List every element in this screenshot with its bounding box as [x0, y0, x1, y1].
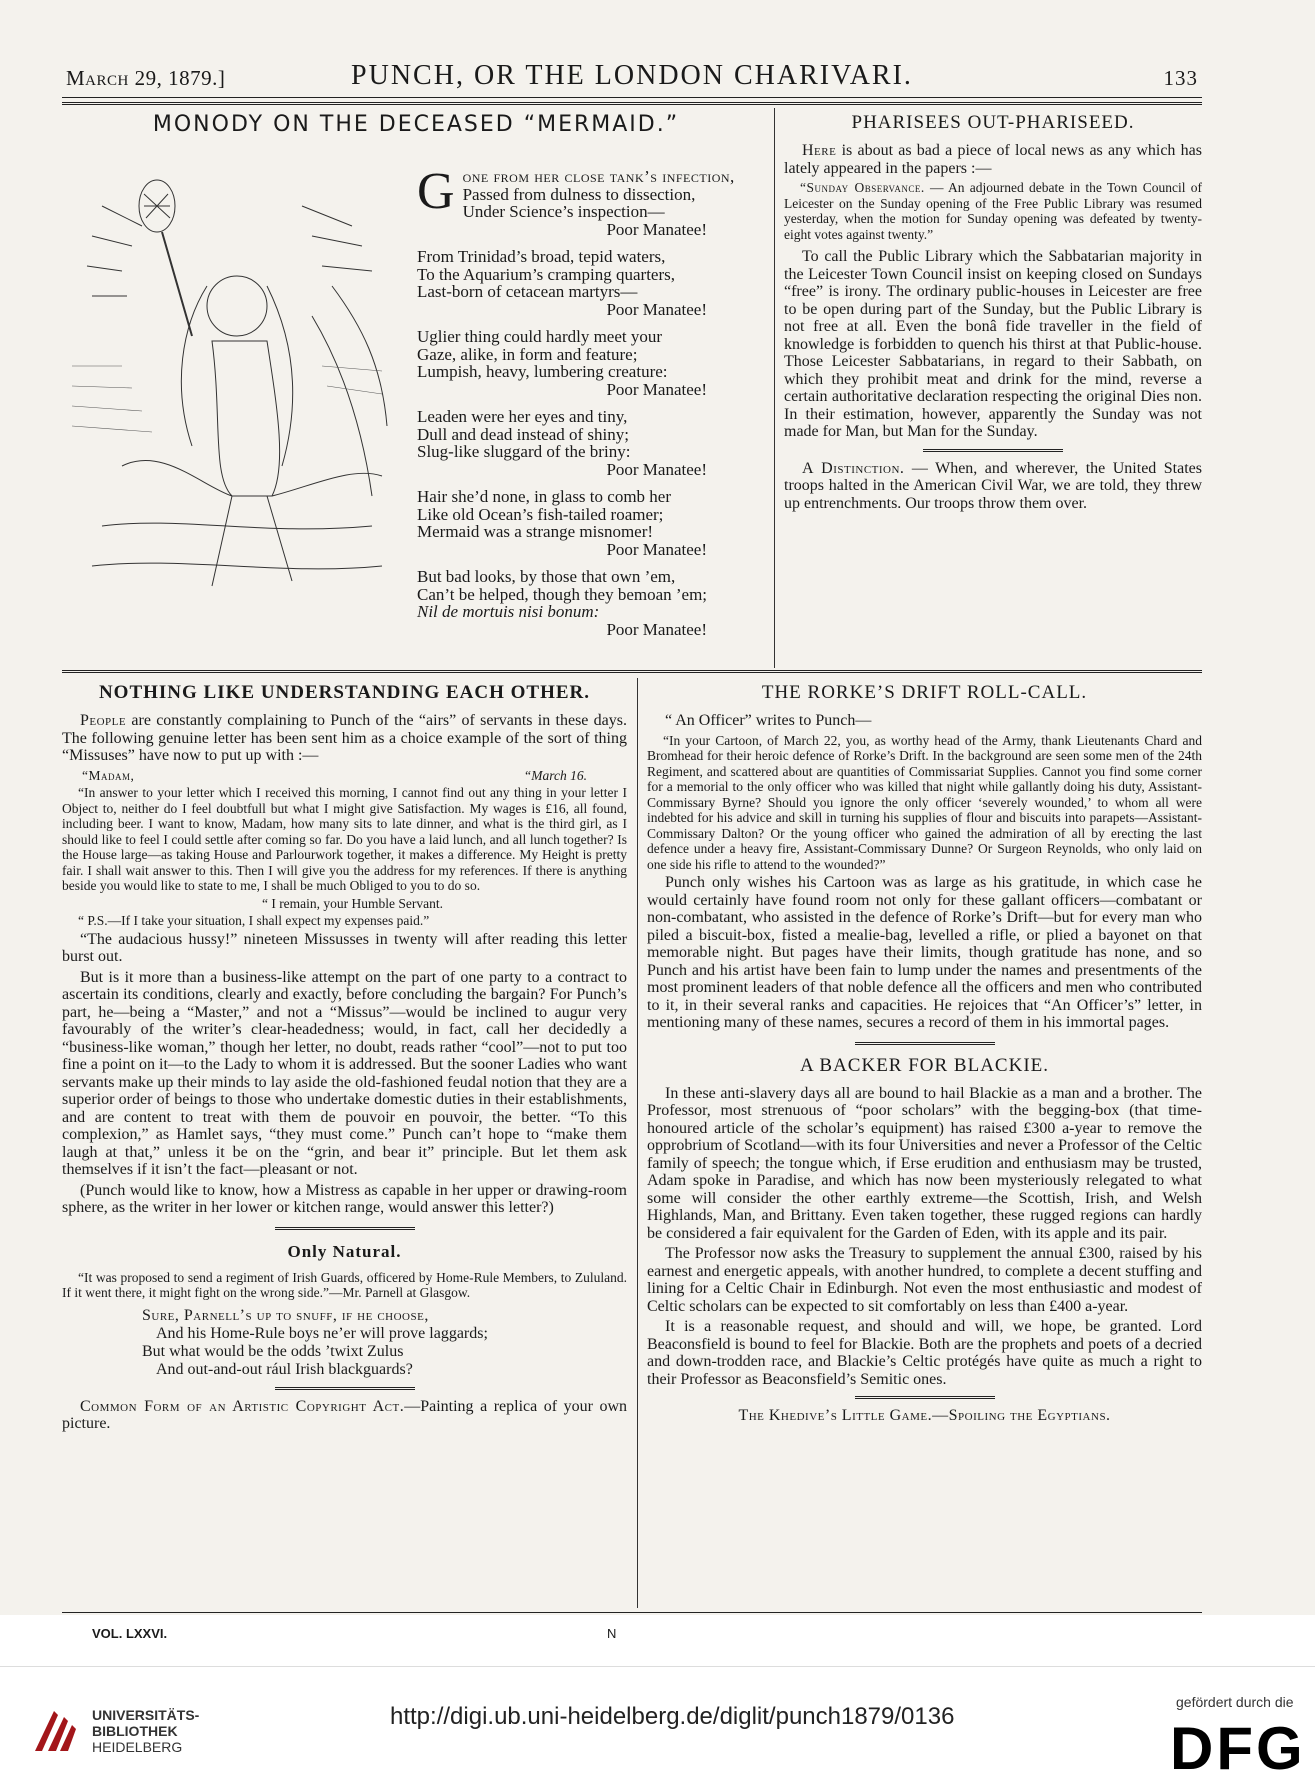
- poem-line: From Trinidad’s broad, tepid waters,: [417, 247, 666, 266]
- verse-line: But what would be the odds ’twixt Zulus: [142, 1342, 404, 1360]
- poem-refrain: Poor Manatee!: [606, 539, 707, 559]
- poem-line: But bad looks, by those that own ’em,: [417, 567, 676, 586]
- section-divider: [855, 1396, 995, 1399]
- poem-line: one from her close tank’s infection,: [462, 167, 735, 186]
- nothing-like-p3: (Punch would like to know, how a Mistress as capable in her upper or drawing-room sphere, as the writer in her lower or kitchen range, would answer this letter?): [62, 1181, 627, 1216]
- backer-p2: The Professor now asks the Treasury to supplement the annual £300, raised by his earnest and energetic appeals, with another hundred, to complete a decent stuffing and lining for a Celtic Chair in Edinburgh. Not even the most enthusiastic and modest of Celtic scholars can be expected to sit comfortably on less than £400 a-year.: [647, 1245, 1202, 1315]
- university-name: [92, 1707, 199, 1755]
- poem-refrain: Poor Manatee!: [606, 619, 707, 639]
- only-natural-quote: “It was proposed to send a regiment of Irish Guards, officered by Home-Rule Members, to Zululand. If it went there, it might fight on the wrong side.”—Mr. Parnell at Glasgow.: [62, 1269, 627, 1300]
- pharisees-intro: is about as bad a piece of local news as any which has lately appeared in the papers :—: [784, 142, 1202, 177]
- poem-line: Slug-like sluggard of the briny:: [417, 442, 631, 461]
- verse-line: And his Home-Rule boys ne’er will prove laggards;: [156, 1324, 488, 1342]
- poem-line: Mermaid was a strange misnomer!: [417, 522, 654, 541]
- nothing-like-title: NOTHING LIKE UNDERSTANDING EACH OTHER.: [98, 682, 591, 703]
- monody-poem: [417, 163, 767, 648]
- rorke-section: [647, 682, 1202, 1608]
- only-natural-title: Only Natural.: [287, 1241, 402, 1261]
- nothing-like-p2: But is it more than a business-like attempt on the part of one party to a contract to ascertain its conditions, clearly and exactly, before concluding the bargain? For Punch’s part, he—being a “Master,” and not a “Missus”—would be inclined to augur very favourably of the writer’s clear-headedness; would, in fact, call her decidedly a “business-like woman,” though her letter, no doubt, reads rather “cool”—not to put too fine a point on it—to the Lady to whom it is addressed. But the sooner Ladies who want servants make up their minds to lay aside the old-fashioned feudal notion that they are a superior order of beings to those who undertake domestic duties in their establishments, and are content to treat with them de pouvoir en pouvoir, the better. “To this complexion,” as Hamlet says, “they must come.” Punch can’t hope to “make them laugh at that,” unless it be on the “grin, and bear it” principle. But let them ask themselves if it isn’t the fact—pleasant or not.: [62, 968, 627, 1178]
- page-footer: [62, 1620, 1202, 1646]
- distinction-text: — When, and wherever, the United States troops halted in the American Civil War, we are told, they threw up entrenchments. Our troops throw them over.: [784, 459, 1202, 512]
- poem-stanza: [417, 248, 767, 318]
- monody-section: [62, 108, 770, 668]
- poem-line: Like old Ocean’s fish-tailed roamer;: [417, 504, 664, 524]
- pharisees-title: PHARISEES OUT-PHARISEED.: [851, 112, 1135, 133]
- page-number: 133: [1163, 66, 1198, 90]
- poem-line: Gaze, alike, in form and feature;: [417, 344, 638, 364]
- punch-page: [62, 48, 1202, 1608]
- dfg-label: gefördert durch die: [1176, 1694, 1294, 1710]
- poem-refrain: Poor Manatee!: [606, 459, 707, 479]
- issue-date: March 29, 1879.]: [66, 66, 226, 90]
- poem-line: Last-born of cetacean martyrs—: [417, 282, 638, 301]
- letter-closing: “ I remain, your Humble Servant.: [261, 895, 444, 911]
- poem-stanza: [417, 408, 767, 478]
- nothing-like-section: [62, 682, 627, 1608]
- monody-title: MONODY ON THE DECEASED “MERMAID.”: [152, 112, 680, 137]
- poem-line: Passed from dulness to dissection,: [462, 184, 696, 204]
- poem-refrain: Poor Manatee!: [606, 299, 707, 319]
- section-divider: [855, 1042, 995, 1045]
- verse-line: Sure, Parnell’s up to snuff, if he choose,: [142, 1306, 429, 1324]
- dfg-logo: DFG: [1170, 1715, 1306, 1782]
- intro-word: People: [80, 712, 127, 729]
- pharisees-quote: — An adjourned debate in the Town Council of Leicester on the Sunday opening of the Free Public Library was resumed yesterday, when the motion for Sunday opening was defeated by twenty-eight votes against twenty.”: [784, 180, 1202, 242]
- head-double-rule: [62, 102, 1202, 105]
- copyright-text: —Painting a replica of your own picture.: [62, 1397, 627, 1432]
- section-divider: [275, 1227, 415, 1230]
- poem-line: Nil de mortuis nisi bonum:: [417, 602, 600, 621]
- distinction-heading: A Distinction.: [802, 459, 905, 477]
- rorke-title: THE RORKE’S DRIFT ROLL-CALL.: [761, 682, 1088, 703]
- poem-stanza: [417, 163, 767, 239]
- poem-refrain: Poor Manatee!: [606, 379, 707, 399]
- mid-double-rule: [62, 670, 1202, 673]
- backer-p3: It is a reasonable request, and should and will, we hope, be granted. Lord Beaconsfield is bound to feel for Blackie. Both are the prophets and poets of a decried and down-trodden race, and Blackie’s Celtic protégés have quite as much a right to their Professor as Beaconsfield’s Semitic ones.: [647, 1318, 1202, 1388]
- poem-stanza: [417, 488, 767, 558]
- intro-word: Here: [802, 142, 837, 159]
- poem-line: Uglier thing could hardly meet your: [417, 327, 663, 346]
- rorke-body: Punch only wishes his Cartoon was as large as his gratitude, in which case he would certainly have found room not only for these gallant officers—combatant or non-combatant, who assisted in the defence of Rorke’s Drift—but for every man who piled a biscuit-box, fisted a mealie-bag, levelled a rifle, or plied a bayonet on that memorable night. But pages have their limits, though gratitude has none, and so Punch and his artist have been fain to lump under the names and presentments of the most prominent leaders of that noble defence all the officers and men who contributed to it, in their several ranks and capacities. He rejoices that “An Officer’s” letter, in mentioning many of these names, secures a record of them in his immortal pages.: [647, 874, 1202, 1031]
- nothing-like-p1: “The audacious hussy!” nineteen Missusses in twenty will after reading this letter burst out.: [62, 930, 627, 965]
- head-rule: [62, 97, 1202, 98]
- poem-stanza: [417, 568, 767, 638]
- letter-date: “March 16.: [523, 767, 587, 783]
- servant-letter: “In answer to your letter which I received this morning, I cannot find out any thing in your letter I Object to, neither do I feel doubtfull but what I might give Satisfaction. My wages is £16, all found, including beer. I want to know, Madam, how many sits to late dinner, and what is the third girl, as I should like to feel I could settle after coming so far. Do you have a laid lunch, and all lunch together? Is the House large—as taking House and Parlourwork together, it makes a difference. My Height is pretty fair. I shall wait answer to this. Then I will give you the address for my references. If there is anything beside you would like to state to me, I shall be much Obliged to you to do so.: [62, 785, 627, 893]
- foot-rule: [62, 1612, 1202, 1613]
- poem-refrain: Poor Manatee!: [606, 219, 707, 239]
- drop-cap: G: [417, 163, 455, 220]
- mermaid-illustration: [62, 166, 392, 616]
- column-rule: [774, 108, 775, 668]
- backer-p1: In these anti-slavery days all are bound to hail Blackie as a man and a brother. The Professor, most strenuous of “poor scholars” with the begging-box (that time-honoured article of the scholar’s equipment) has raised £300 a-year to remove the opprobrium of Scotland—with its four Universities and never a Professor of the Celtic family of speech; the tongue which, if Erse erudition and enthusiasm may be trusted, Adam spoke in Paradise, and which has now been mysteriously relegated to what some will consider the other earthly extreme—the Scottish, Irish, and Welsh Highlands, Man, and Brittany. Even taken together, these rugged regions can hardly be considered a fair equivalent for the Garden of Eden, with its apple and its pair.: [647, 1084, 1202, 1242]
- khedive-joke: The Khedive’s Little Game.—Spoiling the Egyptians.: [738, 1407, 1111, 1424]
- letter-postscript: “ P.S.—If I take your situation, I shall expect my expenses paid.”: [78, 913, 430, 928]
- poem-line: Leaden were her eyes and tiny,: [417, 407, 628, 426]
- poem-line: Under Science’s inspection—: [462, 202, 665, 221]
- signature-mark: N: [607, 1626, 617, 1641]
- poem-stanza: [417, 328, 767, 398]
- letter-salutation: “Madam,: [82, 767, 135, 783]
- poem-line: Lumpish, heavy, lumbering creature:: [417, 362, 668, 381]
- university-logo-icon: [30, 1705, 80, 1757]
- volume-label: VOL. LXXVI.: [92, 1626, 168, 1641]
- only-natural-verse: [62, 1307, 627, 1379]
- poem-line: Can’t be helped, though they bemoan ’em;: [417, 584, 708, 604]
- poem-line: Hair she’d none, in glass to comb her: [417, 487, 671, 506]
- running-head: [62, 60, 1202, 96]
- university-line: UNIVERSITÄTS-: [92, 1707, 200, 1723]
- backer-title: A BACKER FOR BLACKIE.: [799, 1054, 1050, 1076]
- verse-line: And out-and-out rául Irish blackguards?: [156, 1360, 413, 1378]
- masthead-title: PUNCH, OR THE LONDON CHARIVARI.: [351, 60, 913, 91]
- section-divider: [275, 1387, 415, 1390]
- pharisees-section: [784, 112, 1202, 668]
- permalink[interactable]: http://digi.ub.uni-heidelberg.de/diglit/punch1879/0136: [390, 1703, 955, 1730]
- university-line: HEIDELBERG: [92, 1739, 183, 1755]
- digitization-banner: [0, 1666, 1315, 1783]
- quote-heading: “Sunday Observance.: [800, 180, 925, 195]
- copyright-heading: Common Form of an Artistic Copyright Act.: [80, 1397, 405, 1415]
- pharisees-body: To call the Public Library which the Sabbatarian majority in the Leicester Town Council insist on keeping closed on Sundays “free” is irony. The ordinary public-houses in Leicester are free to be open during part of the Sunday, but the Public Library is not free at all. Even the bonâ fide traveller in the field of knowledge is forbidden to quench his thirst at that Public-house. Those Leicester Sabbatarians, in regard to their Sabbath, on which they prohibit meat and drink for the mind, reverse a certain authoritative declaration respecting the original Dies non. In their estimation, however, apparently the Sunday was not made for Man, but Man for the Sunday.: [784, 248, 1202, 440]
- officer-letter: “In your Cartoon, of March 22, you, as worthy head of the Army, thank Lieutenants Chard and Bromhead for their heroic defence of Rorke’s Drift. In the background are seen some men of the 24th Regiment, and scattered about are quantities of Commissariat Supplies. Cannot you find some corner for a memorial to the only officer who was killed that night while gallantly doing his duty, Assistant-Commissary Byrne? Should you ignore the only officer ‘severely wounded,’ to whom all were indebted for his advice and skill in turning his supplies of flour and biscuits into parapets—Assistant-Commissary Dalton? Or the young officer who gained the admiration of all by erecting the last defence under a heavy fire, Assistant-Commissary Dunne? Or Surgeon Reynolds, who only laid on one side his rifle to attend to the wounded?”: [647, 732, 1202, 872]
- poem-line: To the Aquarium’s cramping quarters,: [417, 264, 675, 284]
- column-rule: [637, 678, 638, 1608]
- university-line: BIBLIOTHEK: [92, 1723, 178, 1739]
- nothing-like-intro: are constantly complaining to Punch of the “airs” of servants in these days. The following genuine letter has been sent him as a choice example of the sort of thing “Missuses” have now to put up with :—: [62, 712, 627, 764]
- rorke-intro: “ An Officer” writes to Punch—: [665, 712, 872, 729]
- section-divider: [923, 449, 1063, 452]
- poem-line: Dull and dead instead of shiny;: [417, 424, 629, 444]
